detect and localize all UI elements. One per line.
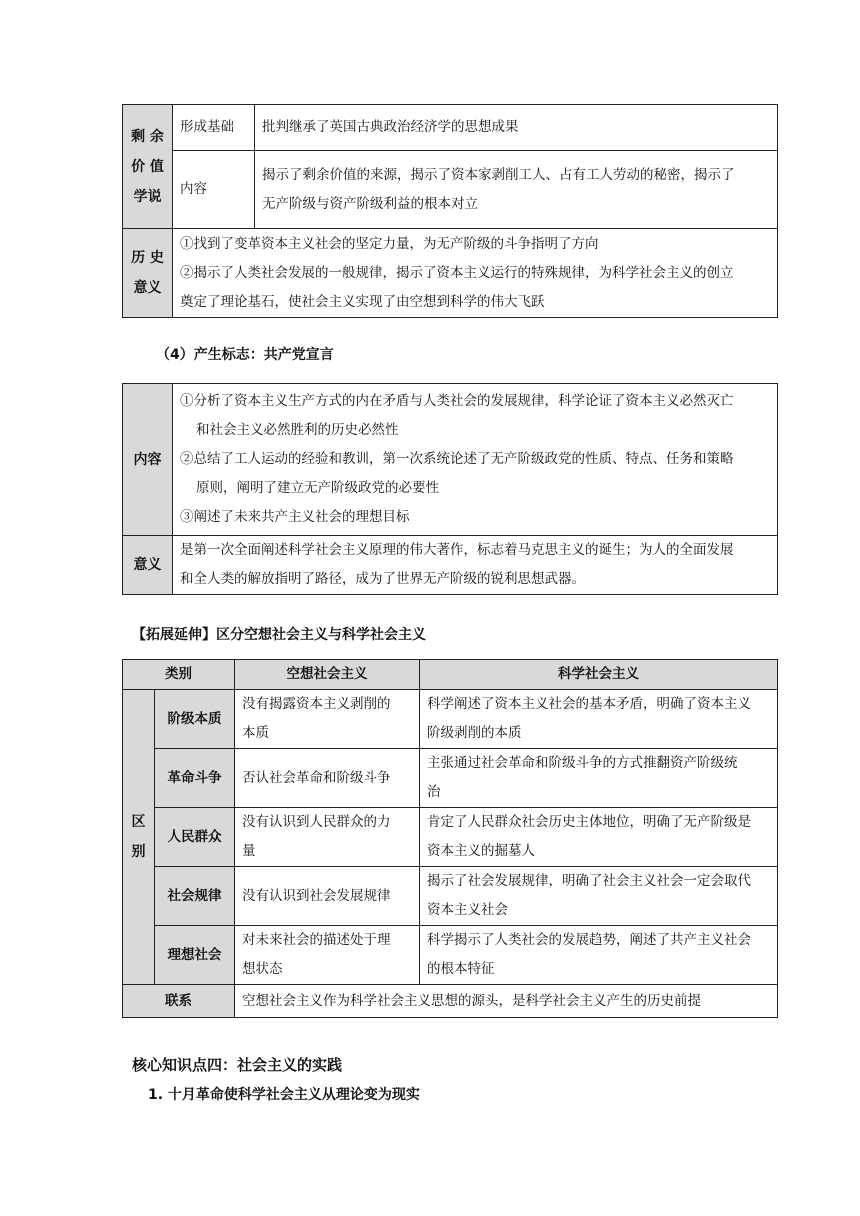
utopian-cell: 没有认识到社会发展规律 bbox=[235, 867, 420, 926]
utopian-cell: 没有认识到人民群众的力 量 bbox=[235, 808, 420, 867]
core-knowledge-heading: 核心知识点四：社会主义的实践 bbox=[132, 1056, 343, 1074]
header-scientific: 科学社会主义 bbox=[420, 660, 778, 690]
category-cell: 革命斗争 bbox=[155, 749, 235, 808]
link-label: 联系 bbox=[123, 985, 235, 1018]
utopian-cell: 没有揭露资本主义剥削的 本质 bbox=[235, 690, 420, 749]
scientific-cell: 主张通过社会革命和阶级斗争的方式推翻资产阶级统 治 bbox=[420, 749, 778, 808]
category-cell: 社会规律 bbox=[155, 867, 235, 926]
scientific-cell: 科学阐述了资本主义社会的基本矛盾，明确了资本主义 阶级剥削的本质 bbox=[420, 690, 778, 749]
difference-label: 区 别 bbox=[123, 690, 155, 985]
section-heading-extension: 【拓展延伸】区分空想社会主义与科学社会主义 bbox=[132, 627, 426, 643]
scientific-cell: 揭示了社会发展规律，明确了社会主义社会一定会取代 资本主义社会 bbox=[420, 867, 778, 926]
scientific-cell: 肯定了人民群众社会历史主体地位，明确了无产阶级是 资本主义的掘墓人 bbox=[420, 808, 778, 867]
link-text: 空想社会主义作为科学社会主义思想的源头，是科学社会主义产生的历史前提 bbox=[235, 985, 778, 1018]
row-text-basis: 批判继承了英国古典政治经济学的思想成果 bbox=[255, 105, 778, 151]
utopian-cell: 否认社会革命和阶级斗争 bbox=[235, 749, 420, 808]
manifesto-table bbox=[122, 383, 778, 595]
section-heading-manifesto: （4）产生标志：共产党宣言 bbox=[156, 347, 334, 363]
content-label: 内容 bbox=[123, 384, 173, 536]
utopian-cell: 对未来社会的描述处于理 想状态 bbox=[235, 926, 420, 985]
category-cell: 阶级本质 bbox=[155, 690, 235, 749]
header-category: 类别 bbox=[123, 660, 235, 690]
scientific-cell: 科学揭示了人类社会的发展趋势，阐述了共产主义社会 的根本特征 bbox=[420, 926, 778, 985]
row-label-content: 内容 bbox=[173, 151, 255, 229]
meaning-label: 意义 bbox=[123, 536, 173, 595]
meaning-text: 是第一次全面阐述科学社会主义原理的伟大著作，标志着马克思主义的诞生；为人的全面发展 和全人类的解放指明了路径，成为了世界无产阶级的锐利思想武器。 bbox=[173, 536, 778, 595]
category-cell: 人民群众 bbox=[155, 808, 235, 867]
surplus-value-table bbox=[122, 104, 778, 318]
row-text-content: 揭示了剩余价值的来源，揭示了资本家剥削工人、占有工人劳动的秘密，揭示了 无产阶级与资产阶级利益的根本对立 bbox=[255, 151, 778, 229]
historical-significance-label: 历 史 意义 bbox=[123, 229, 173, 318]
subheading-october-revolution: 1. 十月革命使科学社会主义从理论变为现实 bbox=[148, 1087, 420, 1103]
row-label-basis: 形成基础 bbox=[173, 105, 255, 151]
comparison-table bbox=[122, 659, 778, 1018]
surplus-value-label: 剩 余 价 值 学说 bbox=[123, 105, 173, 229]
historical-significance-text: ①找到了变革资本主义社会的坚定力量，为无产阶级的斗争指明了方向 ②揭示了人类社会发展的一般规律，揭示了资本主义运行的特殊规律，为科学社会主义的创立 奠定了理论基石，使社会主义实现了由空想到科学的伟大飞跃 bbox=[173, 229, 778, 318]
category-cell: 理想社会 bbox=[155, 926, 235, 985]
content-text: ①分析了资本主义生产方式的内在矛盾与人类社会的发展规律，科学论证了资本主义必然灭亡 和社会主义必然胜利的历史必然性 ②总结了工人运动的经验和教训，第一次系统论述了无产阶级政党的性质、特点、任务和策略 原则，阐明了建立无产阶级政党的必要性 ③阐述了未来共产主义社会的理想目标 bbox=[173, 384, 778, 536]
header-utopian: 空想社会主义 bbox=[235, 660, 420, 690]
